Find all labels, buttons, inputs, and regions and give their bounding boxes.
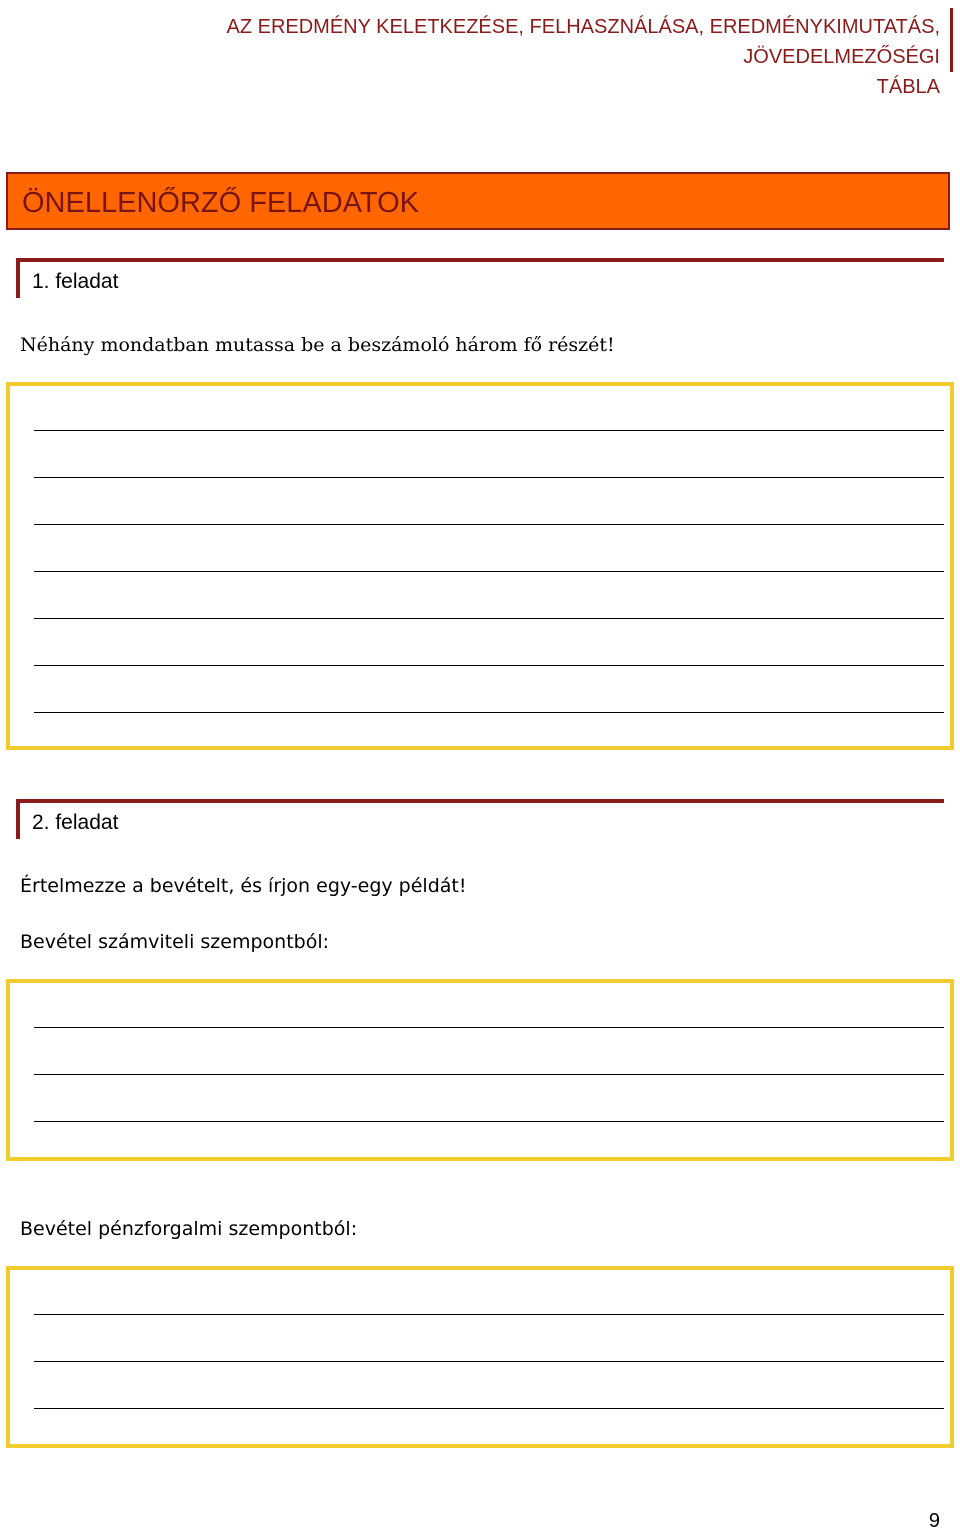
answer-line[interactable] [34, 1361, 944, 1362]
answer-line[interactable] [34, 430, 944, 431]
task2-heading [16, 799, 944, 839]
section-banner-title: ÖNELLENŐRZŐ FELADATOK [22, 187, 419, 219]
task1-heading-label: 1. feladat [32, 270, 119, 293]
task2-prompt-accounting-text: Bevétel számviteli szempontból: [20, 931, 330, 953]
task1-answer-box[interactable] [6, 382, 954, 750]
task2-prompt-cashflow-text: Bevétel pénzforgalmi szempontból: [20, 1218, 358, 1240]
task2-prompt-accounting [20, 931, 329, 953]
answer-line[interactable] [34, 665, 944, 666]
task2-prompt-cashflow [20, 1218, 357, 1240]
running-header-line2: TÁBLA [876, 76, 940, 98]
task1-heading [16, 258, 944, 298]
header-rule [950, 8, 953, 72]
task2-accounting-answer-box[interactable] [6, 979, 954, 1161]
answer-line[interactable] [34, 1408, 944, 1409]
answer-line[interactable] [34, 618, 944, 619]
answer-line[interactable] [34, 1314, 944, 1315]
answer-line[interactable] [34, 712, 944, 713]
page-number-value: 9 [928, 1510, 940, 1532]
running-header-line1: AZ EREDMÉNY KELETKEZÉSE, FELHASZNÁLÁSA, EREDMÉNYKIMUTATÁS, JÖVEDELMEZŐSÉGI [226, 16, 940, 68]
task1-instruction [20, 334, 615, 356]
answer-line[interactable] [34, 1074, 944, 1075]
task2-heading-label: 2. feladat [32, 811, 119, 834]
answer-line[interactable] [34, 1121, 944, 1122]
answer-line[interactable] [34, 571, 944, 572]
running-header [40, 12, 940, 102]
task2-cashflow-answer-box[interactable] [6, 1266, 954, 1448]
answer-line[interactable] [34, 477, 944, 478]
task2-instruction-text: Értelmezze a bevételt, és írjon egy-egy példát! [20, 875, 467, 897]
task1-instruction-text: Néhány mondatban mutassa be a beszámoló három fő részét! [20, 334, 615, 356]
page-number [929, 1510, 940, 1533]
section-banner [6, 172, 950, 230]
answer-line[interactable] [34, 1027, 944, 1028]
task2-instruction [20, 875, 466, 897]
answer-line[interactable] [34, 524, 944, 525]
